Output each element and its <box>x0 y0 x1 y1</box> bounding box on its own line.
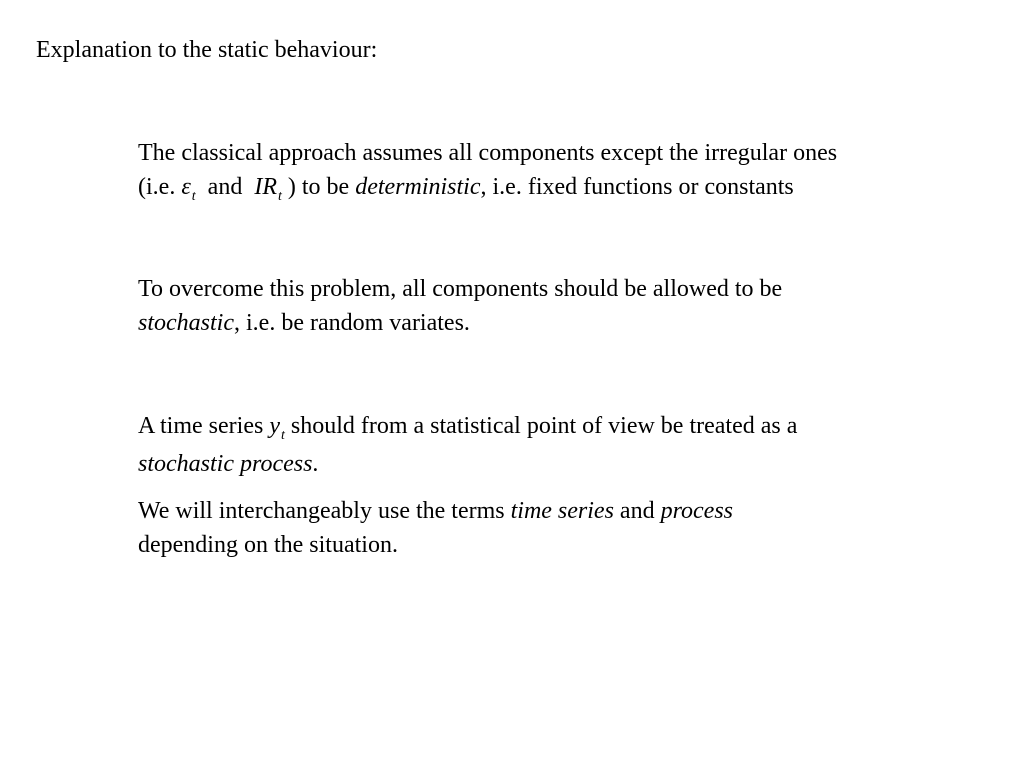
paragraph-time-series <box>138 409 998 481</box>
ir-symbol: IR <box>254 174 277 200</box>
p1-text-3: and <box>207 174 243 200</box>
emph-deterministic: deterministic <box>355 174 481 200</box>
paragraph-interchangeable-terms <box>138 494 998 562</box>
p3-text-3: . <box>312 451 319 477</box>
p2-text-2: , i.e. be random variates. <box>234 310 470 336</box>
emph-time-series: time series <box>510 498 614 524</box>
p4-text-1: We will interchangeably use the terms <box>138 498 505 524</box>
paragraph-overcome-problem <box>138 272 998 340</box>
p4-text-3: depending on the situation. <box>138 532 398 558</box>
p1-text-5: , i.e. fixed functions or constants <box>480 174 794 200</box>
y-subscript: t <box>280 428 285 443</box>
ir-subscript: t <box>277 189 282 204</box>
p1-text-2: (i.e. <box>138 174 176 200</box>
epsilon-symbol: ε <box>181 174 191 200</box>
p1-text-4: ) to be <box>287 174 350 200</box>
paragraph-classical-approach <box>138 136 998 208</box>
emph-stochastic: stochastic <box>138 310 234 336</box>
epsilon-subscript: t <box>191 189 196 204</box>
p3-text-2: should from a statistical point of view be treated as a <box>290 413 798 439</box>
emph-stochastic-process: stochastic process <box>138 451 313 477</box>
slide-title: Explanation to the static behaviour: <box>36 37 378 63</box>
p4-text-2: and <box>619 498 655 524</box>
p2-text-1: To overcome this problem, all components should be allowed to be <box>138 276 783 302</box>
y-symbol: y <box>269 413 280 439</box>
p1-text-1: The classical approach assumes all components except the irregular ones <box>138 140 838 166</box>
emph-process: process <box>660 498 734 524</box>
p3-text-1: A time series <box>138 413 264 439</box>
